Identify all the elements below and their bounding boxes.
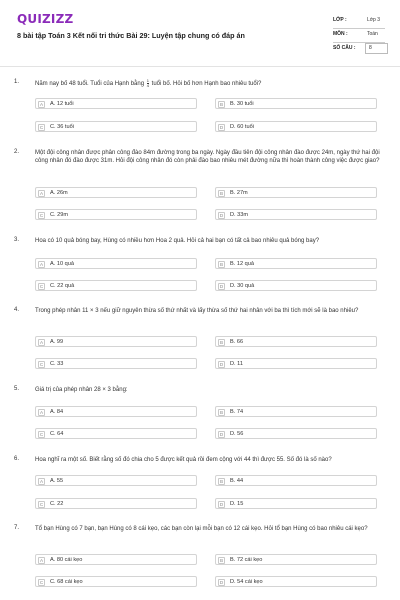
option-a[interactable] xyxy=(35,475,197,486)
option-text: C. 68 cái kẹo xyxy=(50,579,83,585)
fraction xyxy=(147,79,149,88)
option-text: D. 56 xyxy=(230,431,244,437)
question-number: 1. xyxy=(14,79,20,85)
option-a[interactable] xyxy=(35,406,197,417)
option-d[interactable] xyxy=(215,576,377,587)
option-b[interactable] xyxy=(215,258,377,269)
option-text: A. 84 xyxy=(50,409,64,415)
question-text: Giá trị của phép nhân 28 × 3 bằng: xyxy=(35,387,128,393)
question-text: Trong phép nhân 11 × 3 nếu giữ nguyên thừa số thứ nhất và lấy thừa số thứ hai nhân với ba thì tích mới sẽ là bao nhiêu? xyxy=(35,308,359,314)
option-a[interactable] xyxy=(35,336,197,347)
option-text: B. 27m xyxy=(230,190,248,196)
fraction-denominator: 4 xyxy=(146,83,149,88)
option-letter: C xyxy=(39,501,44,507)
option-text: C. 36 tuổi xyxy=(50,124,74,130)
option-d[interactable] xyxy=(215,498,377,509)
option-letter: A xyxy=(39,261,44,267)
option-letter: A xyxy=(39,557,44,563)
meta-key: SỐ CÂU : xyxy=(333,45,356,51)
option-c[interactable] xyxy=(35,428,197,439)
option-text: D. 54 cái kẹo xyxy=(230,579,263,585)
option-a[interactable] xyxy=(35,554,197,565)
meta-key: LỚP : xyxy=(333,17,347,23)
question-text: Một đội công nhân được phân công đào 84m đường trong ba ngày. Ngày đầu tiên đội công nhân đào được 24m, ngày thứ hai đội công nhân đó đào được 31m. Hỏi đội công nhân đó còn phải đào bao nhiêu mét đường nữa thì hoàn thành công việc được giao? xyxy=(35,150,380,165)
option-text: D. 11 xyxy=(230,361,243,367)
option-c[interactable] xyxy=(35,280,197,291)
option-letter: B xyxy=(219,478,224,484)
question-number: 2. xyxy=(14,149,20,155)
option-text: A. 12 tuổi xyxy=(50,101,74,107)
option-text: B. 12 quả xyxy=(230,261,254,267)
option-letter: D xyxy=(219,124,224,130)
option-b[interactable] xyxy=(215,336,377,347)
option-letter: D xyxy=(219,579,224,585)
meta-value: 8 xyxy=(369,45,372,51)
option-c[interactable] xyxy=(35,209,197,220)
option-text: B. 44 xyxy=(230,478,244,484)
option-text: D. 33m xyxy=(230,212,249,218)
page-title: 8 bài tập Toán 3 Kết nối tri thức Bài 29: Luyện tập chung có đáp án xyxy=(17,31,245,40)
option-c[interactable] xyxy=(35,358,197,369)
option-letter: D xyxy=(219,361,224,367)
option-c[interactable] xyxy=(35,498,197,509)
option-letter: B xyxy=(219,101,224,107)
question-text: Hoa nghĩ ra một số. Biết rằng số đó chia cho 5 được kết quả rồi đem cộng với 44 thì được 55. Số đó là số nào? xyxy=(35,457,332,463)
option-d[interactable] xyxy=(215,209,377,220)
option-b[interactable] xyxy=(215,187,377,198)
option-text: C. 33 xyxy=(50,361,64,367)
option-letter: A xyxy=(39,409,44,415)
option-letter: C xyxy=(39,431,44,437)
option-letter: A xyxy=(39,339,44,345)
question-number: 3. xyxy=(14,237,20,243)
option-letter: B xyxy=(219,261,224,267)
question-text xyxy=(35,79,385,88)
option-a[interactable] xyxy=(35,258,197,269)
option-b[interactable] xyxy=(215,406,377,417)
option-b[interactable] xyxy=(215,475,377,486)
option-letter: A xyxy=(39,190,44,196)
option-text: C. 64 xyxy=(50,431,64,437)
option-letter: C xyxy=(39,579,44,585)
option-letter: D xyxy=(219,212,224,218)
option-text: B. 74 xyxy=(230,409,244,415)
option-letter: B xyxy=(219,190,224,196)
question-text-part: tuổi bố. Hỏi bố hơn Hạnh bao nhiêu tuổi? xyxy=(151,81,262,88)
option-letter: C xyxy=(39,283,44,289)
option-text: C. 22 quả xyxy=(50,283,75,289)
meta-row-subject xyxy=(333,29,385,43)
option-letter: D xyxy=(219,501,224,507)
option-letter: A xyxy=(39,101,44,107)
option-a[interactable] xyxy=(35,98,197,109)
option-d[interactable] xyxy=(215,358,377,369)
option-letter: B xyxy=(219,339,224,345)
option-c[interactable] xyxy=(35,576,197,587)
meta-key: MÔN : xyxy=(333,31,348,37)
option-b[interactable] xyxy=(215,554,377,565)
option-c[interactable] xyxy=(35,121,197,132)
option-letter: C xyxy=(39,212,44,218)
option-text: B. 30 tuổi xyxy=(230,101,254,107)
option-text: B. 66 xyxy=(230,339,244,345)
question-text: Hoa có 10 quả bóng bay, Hùng có nhiều hơn Hoa 2 quả. Hỏi cả hai bạn có tất cả bao nhiêu quả bóng bay? xyxy=(35,238,320,244)
option-text: D. 15 xyxy=(230,501,244,507)
meta-value: Lớp 3 xyxy=(367,17,381,23)
option-text: C. 29m xyxy=(50,212,69,218)
option-d[interactable] xyxy=(215,121,377,132)
header-divider xyxy=(0,66,400,67)
option-text: B. 72 cái kẹo xyxy=(230,557,263,563)
option-letter: B xyxy=(219,409,224,415)
question-number: 7. xyxy=(14,525,20,531)
option-text: A. 55 xyxy=(50,478,64,484)
quizizz-logo: QUIZIZZ xyxy=(17,12,74,26)
option-text: A. 26m xyxy=(50,190,68,196)
question-text-part: Năm nay bố 48 tuổi. Tuổi của Hạnh bằng xyxy=(35,81,145,88)
fraction-numerator: 1 xyxy=(146,78,149,83)
option-text: A. 10 quả xyxy=(50,261,74,267)
option-text: A. 99 xyxy=(50,339,64,345)
option-letter: A xyxy=(39,478,44,484)
option-a[interactable] xyxy=(35,187,197,198)
question-text: Tổ bạn Hùng có 7 bạn, bạn Hùng có 8 cái kẹo, các bạn còn lại mỗi bạn có 12 cái kẹo. Hỏi tổ bạn Hùng có bao nhiêu cái kẹo? xyxy=(35,526,368,532)
option-d[interactable] xyxy=(215,280,377,291)
option-text: A. 80 cái kẹo xyxy=(50,557,83,563)
question-number: 4. xyxy=(14,307,20,313)
option-letter: C xyxy=(39,361,44,367)
meta-table xyxy=(333,15,385,56)
question-number: 5. xyxy=(14,386,20,392)
option-text: C. 22 xyxy=(50,501,64,507)
option-letter: D xyxy=(219,283,224,289)
question-number: 6. xyxy=(14,456,20,462)
meta-row-count xyxy=(333,43,385,56)
option-letter: B xyxy=(219,557,224,563)
option-letter: C xyxy=(39,124,44,130)
option-d[interactable] xyxy=(215,428,377,439)
option-letter: D xyxy=(219,431,224,437)
option-text: D. 60 tuổi xyxy=(230,124,254,130)
option-text: D. 30 quả xyxy=(230,283,255,289)
option-b[interactable] xyxy=(215,98,377,109)
meta-value: Toán xyxy=(367,31,378,37)
meta-row-class xyxy=(333,15,385,29)
